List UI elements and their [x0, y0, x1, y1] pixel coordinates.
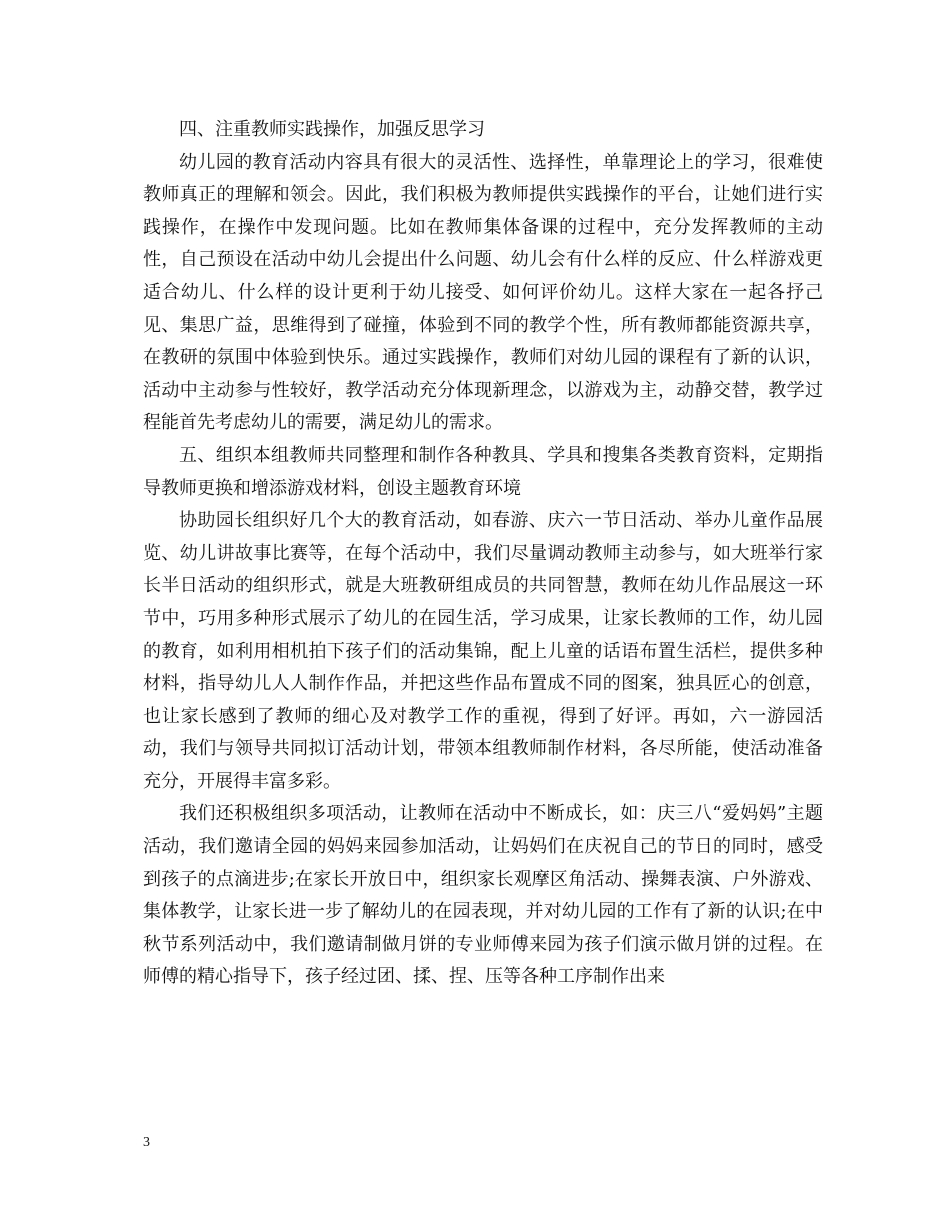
paragraph-events: 我们还积极组织多项活动，让教师在活动中不断成长，如：庆三八“爱妈妈”主题活动，我们邀请全园的妈妈来园参加活动，让妈妈们在庆祝自己的节日的同时，感受到孩子的点滴进步;在家长开放日中，组织家长观摩区角活动、操舞表演、户外游戏、集体教学，让家长进一步了解幼儿的在园表现，并对幼儿园的工作有了新的认识;在中秋节系列活动中，我们邀请制做月饼的专业师傅来园为孩子们演示做月饼的过程。在师傅的精心指导下，孩子经过团、揉、捏、压等各种工序制作出来 — [143, 803, 823, 988]
section-heading-five: 五、组织本组教师共同整理和制作各种教具、学具和搜集各类教育资料，定期指导教师更换和增添游戏材料，创设主题教育环境 — [143, 444, 823, 499]
section-heading-four: 四、注重教师实践操作，加强反思学习 — [179, 119, 485, 140]
paragraph-activities: 协助园长组织好几个大的教育活动，如春游、庆六一节日活动、举办儿童作品展览、幼儿讲故事比赛等，在每个活动中，我们尽量调动教师主动参与，如大班举行家长半日活动的组织形式，就是大班教研组成员的共同智慧，教师在幼儿作品展这一环节中，巧用多种形式展示了幼儿的在园生活，学习成果，让家长教师的工作，幼儿园的教育，如利用相机拍下孩子们的活动集锦，配上儿童的话语布置生活栏，提供多种材料，指导幼儿人人制作作品，并把这些作品布置成不同的图案，独具匠心的创意，也让家长感到了教师的细心及对教学工作的重视，得到了好评。再如，六一游园活动，我们与领导共同拟订活动计划，带领本组教师制作材料，各尽所能，使活动准备充分，开展得丰富多彩。 — [143, 510, 823, 792]
paragraph-practice: 幼儿园的教育活动内容具有很大的灵活性、选择性，单靠理论上的学习，很难使教师真正的理解和领会。因此，我们积极为教师提供实践操作的平台，让她们进行实践操作，在操作中发现问题。比如在教师集体备课的过程中，充分发挥教师的主动性，自己预设在活动中幼儿会提出什么问题、幼儿会有什么样的反应、什么样游戏更适合幼儿、什么样的设计更利于幼儿接受、如何评价幼儿。这样大家在一起各抒己见、集思广益，思维得到了碰撞，体验到不同的教学个性，所有教师都能资源共享，在教研的氛围中体验到快乐。通过实践操作，教师们对幼儿园的课程有了新的认识，活动中主动参与性较好，教学活动充分体现新理念，以游戏为主，动静交替，教学过程能首先考虑幼儿的需要，满足幼儿的需求。 — [143, 151, 823, 434]
page-number: 3 — [143, 1135, 150, 1150]
document-body — [143, 114, 823, 994]
